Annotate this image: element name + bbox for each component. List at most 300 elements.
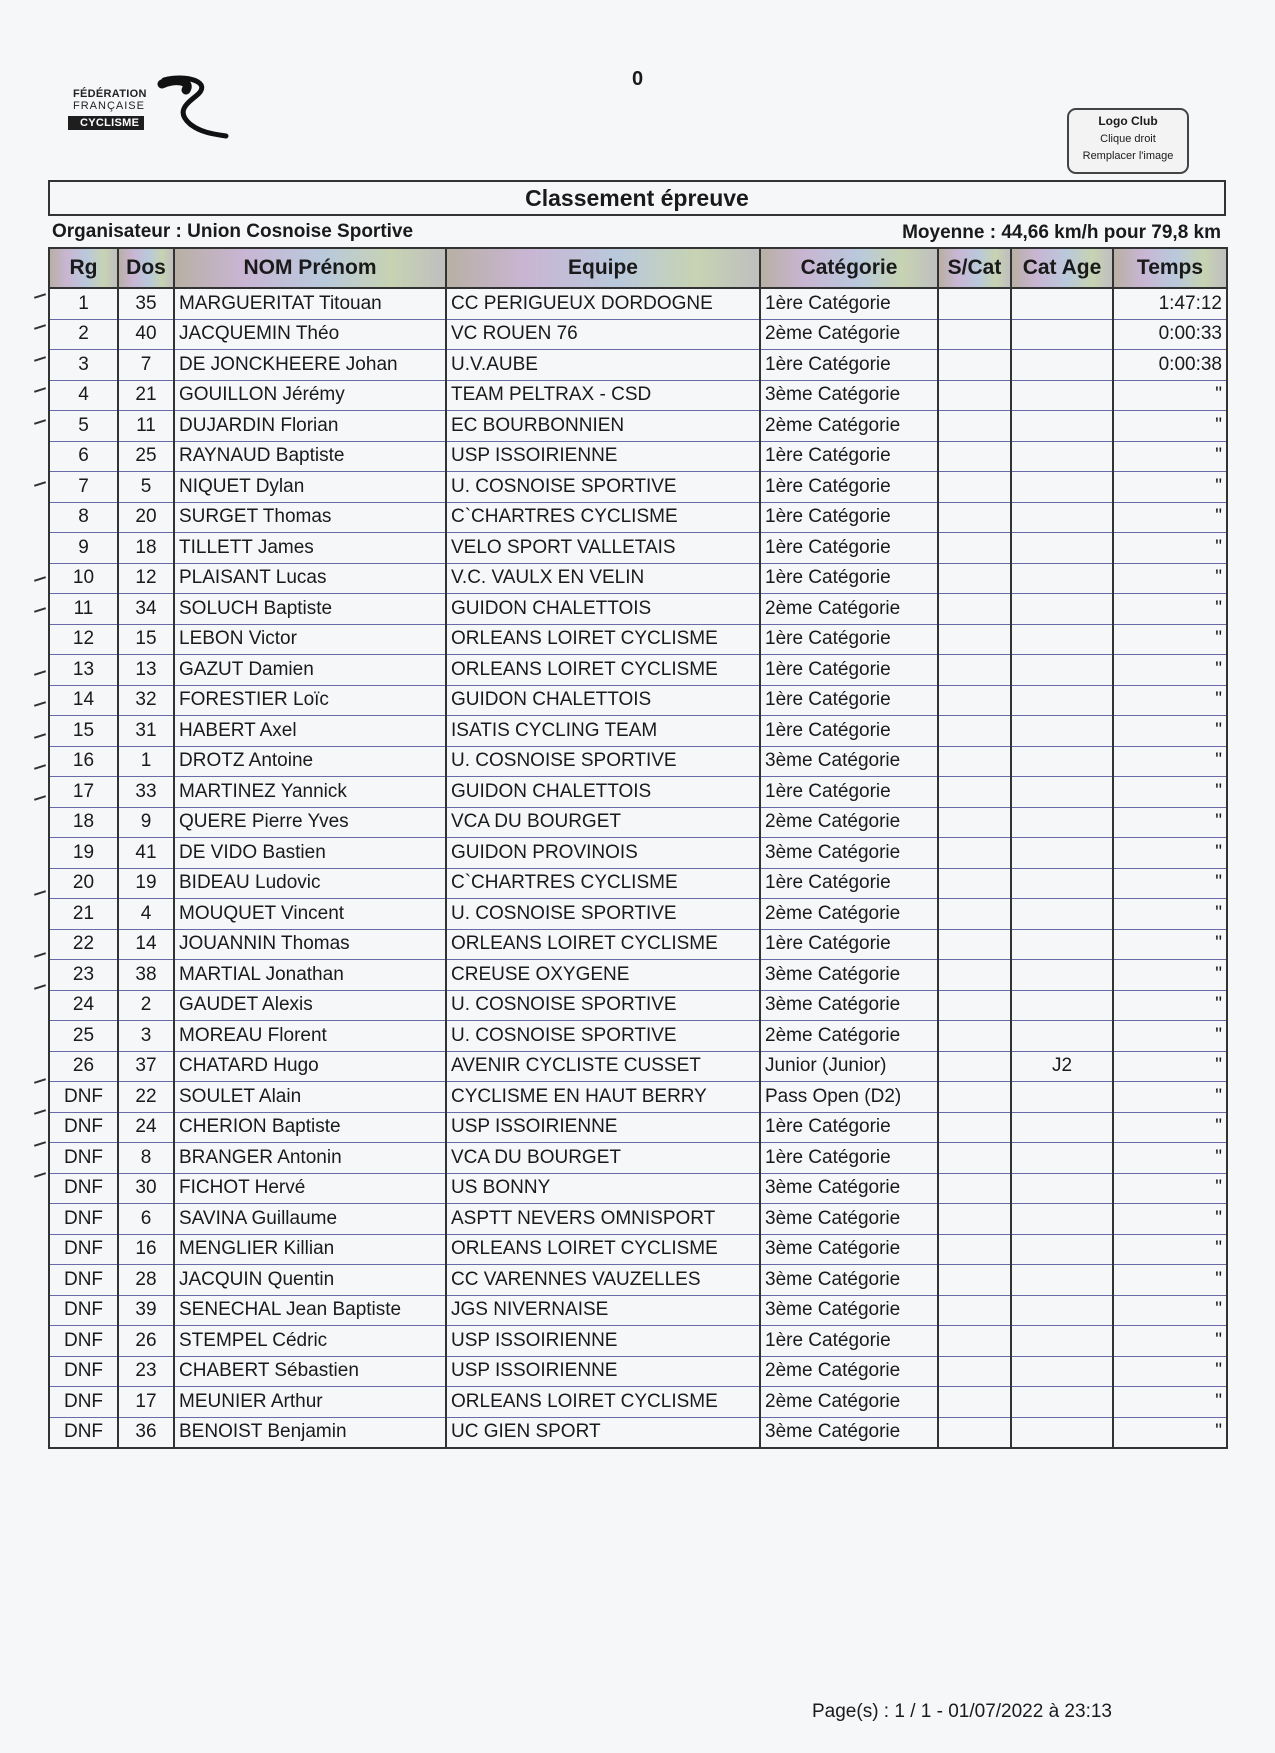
cell-time: " xyxy=(1113,960,1227,991)
cell-subcategory xyxy=(938,1173,1011,1204)
cell-rank: DNF xyxy=(49,1082,118,1113)
cell-bib: 15 xyxy=(118,624,174,655)
cell-category: 1ère Catégorie xyxy=(760,685,938,716)
cell-team: C`CHARTRES CYCLISME xyxy=(446,502,760,533)
cell-time: " xyxy=(1113,1234,1227,1265)
check-mark-icon xyxy=(34,670,46,676)
cell-bib: 5 xyxy=(118,472,174,503)
cell-name: BIDEAU Ludovic xyxy=(174,868,446,899)
cell-bib: 31 xyxy=(118,716,174,747)
cell-time: " xyxy=(1113,1082,1227,1113)
cell-bib: 37 xyxy=(118,1051,174,1082)
cell-bib: 38 xyxy=(118,960,174,991)
cell-category: 2ème Catégorie xyxy=(760,1021,938,1052)
cell-team: U. COSNOISE SPORTIVE xyxy=(446,1021,760,1052)
results-table xyxy=(48,247,1228,1449)
cell-category: 3ème Catégorie xyxy=(760,990,938,1021)
table-row xyxy=(49,868,1227,899)
table-row xyxy=(49,1051,1227,1082)
check-mark-icon xyxy=(34,356,46,362)
cell-subcategory xyxy=(938,685,1011,716)
cell-age-category xyxy=(1011,777,1113,808)
cell-name: SOULET Alain xyxy=(174,1082,446,1113)
cell-category: 1ère Catégorie xyxy=(760,716,938,747)
table-row xyxy=(49,685,1227,716)
table-row xyxy=(49,1173,1227,1204)
cell-team: CC VARENNES VAUZELLES xyxy=(446,1265,760,1296)
cell-category: 1ère Catégorie xyxy=(760,655,938,686)
cell-age-category xyxy=(1011,1173,1113,1204)
check-mark-icon xyxy=(34,419,46,425)
cell-name: JACQUEMIN Théo xyxy=(174,319,446,350)
cell-bib: 13 xyxy=(118,655,174,686)
cell-category: 1ère Catégorie xyxy=(760,1112,938,1143)
cell-team: VCA DU BOURGET xyxy=(446,807,760,838)
cell-age-category xyxy=(1011,655,1113,686)
cell-rank: 20 xyxy=(49,868,118,899)
cell-age-category xyxy=(1011,716,1113,747)
cell-team: ORLEANS LOIRET CYCLISME xyxy=(446,655,760,686)
check-mark-icon xyxy=(34,953,46,959)
cell-rank: 14 xyxy=(49,685,118,716)
cell-bib: 34 xyxy=(118,594,174,625)
average-speed: Moyenne : 44,66 km/h pour 79,8 km xyxy=(902,222,1221,243)
check-mark-icon xyxy=(34,607,46,613)
cell-time: 0:00:38 xyxy=(1113,350,1227,381)
cell-time: " xyxy=(1113,1021,1227,1052)
cell-time: " xyxy=(1113,1112,1227,1143)
cell-rank: 17 xyxy=(49,777,118,808)
table-row xyxy=(49,1295,1227,1326)
cell-bib: 21 xyxy=(118,380,174,411)
cell-bib: 30 xyxy=(118,1173,174,1204)
cell-age-category xyxy=(1011,1326,1113,1357)
cell-age-category xyxy=(1011,441,1113,472)
table-row xyxy=(49,1021,1227,1052)
cell-rank: 24 xyxy=(49,990,118,1021)
cell-category: 3ème Catégorie xyxy=(760,838,938,869)
cell-rank: DNF xyxy=(49,1417,118,1448)
cell-time: " xyxy=(1113,899,1227,930)
cell-team: USP ISSOIRIENNE xyxy=(446,441,760,472)
cell-category: 2ème Catégorie xyxy=(760,411,938,442)
cell-bib: 11 xyxy=(118,411,174,442)
cell-time: " xyxy=(1113,990,1227,1021)
cell-bib: 4 xyxy=(118,899,174,930)
table-row xyxy=(49,288,1227,319)
table-row xyxy=(49,1204,1227,1235)
cell-age-category: J2 xyxy=(1011,1051,1113,1082)
check-mark-icon xyxy=(34,796,46,802)
cell-time: " xyxy=(1113,1051,1227,1082)
cell-name: MENGLIER Killian xyxy=(174,1234,446,1265)
cell-rank: DNF xyxy=(49,1387,118,1418)
cell-bib: 19 xyxy=(118,868,174,899)
cell-name: CHABERT Sébastien xyxy=(174,1356,446,1387)
cell-rank: 11 xyxy=(49,594,118,625)
cell-rank: 16 xyxy=(49,746,118,777)
cell-team: ORLEANS LOIRET CYCLISME xyxy=(446,624,760,655)
cell-team: V.C. VAULX EN VELIN xyxy=(446,563,760,594)
cell-subcategory xyxy=(938,563,1011,594)
cell-time: " xyxy=(1113,1356,1227,1387)
logo-club-line-1: Clique droit xyxy=(1100,133,1156,145)
cell-rank: 3 xyxy=(49,350,118,381)
cell-category: Junior (Junior) xyxy=(760,1051,938,1082)
cell-name: LEBON Victor xyxy=(174,624,446,655)
cell-rank: 2 xyxy=(49,319,118,350)
cell-subcategory xyxy=(938,594,1011,625)
cell-time: " xyxy=(1113,594,1227,625)
cell-age-category xyxy=(1011,929,1113,960)
table-row xyxy=(49,1387,1227,1418)
cell-subcategory xyxy=(938,1265,1011,1296)
ffc-logo xyxy=(66,74,246,146)
cell-name: BENOIST Benjamin xyxy=(174,1417,446,1448)
cell-subcategory xyxy=(938,380,1011,411)
cell-bib: 25 xyxy=(118,441,174,472)
cell-name: NIQUET Dylan xyxy=(174,472,446,503)
cell-rank: 18 xyxy=(49,807,118,838)
cell-subcategory xyxy=(938,1112,1011,1143)
cell-age-category xyxy=(1011,1021,1113,1052)
cell-age-category xyxy=(1011,990,1113,1021)
cell-time: " xyxy=(1113,1173,1227,1204)
cell-subcategory xyxy=(938,288,1011,319)
cell-subcategory xyxy=(938,1082,1011,1113)
cell-team: U. COSNOISE SPORTIVE xyxy=(446,746,760,777)
cell-time: " xyxy=(1113,1417,1227,1448)
page-number: 0 xyxy=(631,68,644,90)
table-row xyxy=(49,472,1227,503)
cell-team: VC ROUEN 76 xyxy=(446,319,760,350)
cell-time: " xyxy=(1113,502,1227,533)
cell-bib: 17 xyxy=(118,1387,174,1418)
cell-rank: 26 xyxy=(49,1051,118,1082)
cell-subcategory xyxy=(938,1326,1011,1357)
cell-team: GUIDON CHALETTOIS xyxy=(446,777,760,808)
cell-age-category xyxy=(1011,288,1113,319)
table-row xyxy=(49,1265,1227,1296)
cell-age-category xyxy=(1011,1265,1113,1296)
cell-name: SOLUCH Baptiste xyxy=(174,594,446,625)
cell-category: 1ère Catégorie xyxy=(760,288,938,319)
cell-category: 1ère Catégorie xyxy=(760,350,938,381)
cell-name: PLAISANT Lucas xyxy=(174,563,446,594)
table-row xyxy=(49,746,1227,777)
table-row xyxy=(49,563,1227,594)
cell-team: TEAM PELTRAX - CSD xyxy=(446,380,760,411)
cell-subcategory xyxy=(938,990,1011,1021)
cell-time: " xyxy=(1113,1265,1227,1296)
cell-name: BRANGER Antonin xyxy=(174,1143,446,1174)
col-header-name: NOM Prénom xyxy=(174,248,446,288)
cell-rank: DNF xyxy=(49,1265,118,1296)
cell-name: RAYNAUD Baptiste xyxy=(174,441,446,472)
check-mark-icon xyxy=(34,482,46,488)
cell-name: DUJARDIN Florian xyxy=(174,411,446,442)
cell-name: QUERE Pierre Yves xyxy=(174,807,446,838)
table-row xyxy=(49,1082,1227,1113)
cell-subcategory xyxy=(938,655,1011,686)
cell-subcategory xyxy=(938,777,1011,808)
cell-category: 1ère Catégorie xyxy=(760,441,938,472)
cell-category: 3ème Catégorie xyxy=(760,1265,938,1296)
cell-subcategory xyxy=(938,868,1011,899)
cell-team: ISATIS CYCLING TEAM xyxy=(446,716,760,747)
cell-rank: 22 xyxy=(49,929,118,960)
cell-time: " xyxy=(1113,929,1227,960)
cell-bib: 3 xyxy=(118,1021,174,1052)
check-mark-icon xyxy=(34,1141,46,1147)
cell-subcategory xyxy=(938,1234,1011,1265)
cell-team: AVENIR CYCLISTE CUSSET xyxy=(446,1051,760,1082)
cell-bib: 36 xyxy=(118,1417,174,1448)
cell-subcategory xyxy=(938,502,1011,533)
cell-team: USP ISSOIRIENNE xyxy=(446,1356,760,1387)
cell-name: MARTIAL Jonathan xyxy=(174,960,446,991)
table-row xyxy=(49,655,1227,686)
cell-bib: 6 xyxy=(118,1204,174,1235)
cell-name: STEMPEL Cédric xyxy=(174,1326,446,1357)
cell-subcategory xyxy=(938,838,1011,869)
cell-category: 3ème Catégorie xyxy=(760,960,938,991)
cell-subcategory xyxy=(938,899,1011,930)
logo-line-1: FÉDÉRATION xyxy=(73,88,147,100)
cell-rank: DNF xyxy=(49,1204,118,1235)
cell-age-category xyxy=(1011,1234,1113,1265)
cell-time: " xyxy=(1113,411,1227,442)
cell-team: ORLEANS LOIRET CYCLISME xyxy=(446,1234,760,1265)
cell-rank: 19 xyxy=(49,838,118,869)
cell-name: HABERT Axel xyxy=(174,716,446,747)
cell-category: 1ère Catégorie xyxy=(760,563,938,594)
cell-age-category xyxy=(1011,411,1113,442)
logo-line-2: FRANÇAISE xyxy=(73,100,145,112)
cell-rank: 8 xyxy=(49,502,118,533)
cell-time: " xyxy=(1113,685,1227,716)
cell-category: 3ème Catégorie xyxy=(760,1295,938,1326)
cell-subcategory xyxy=(938,472,1011,503)
col-header-rank: Rg xyxy=(49,248,118,288)
cell-team: GUIDON CHALETTOIS xyxy=(446,594,760,625)
cell-time: " xyxy=(1113,533,1227,564)
cell-name: SAVINA Guillaume xyxy=(174,1204,446,1235)
cell-age-category xyxy=(1011,563,1113,594)
cell-rank: 9 xyxy=(49,533,118,564)
table-row xyxy=(49,1356,1227,1387)
cell-time: 0:00:33 xyxy=(1113,319,1227,350)
cell-rank: 5 xyxy=(49,411,118,442)
table-row xyxy=(49,807,1227,838)
check-mark-icon xyxy=(34,701,46,707)
cell-rank: 12 xyxy=(49,624,118,655)
col-header-time: Temps xyxy=(1113,248,1227,288)
cell-subcategory xyxy=(938,960,1011,991)
table-row xyxy=(49,1234,1227,1265)
table-row xyxy=(49,1143,1227,1174)
cell-age-category xyxy=(1011,807,1113,838)
cell-subcategory xyxy=(938,1143,1011,1174)
cell-team: U. COSNOISE SPORTIVE xyxy=(446,990,760,1021)
cell-subcategory xyxy=(938,441,1011,472)
cell-team: GUIDON PROVINOIS xyxy=(446,838,760,869)
cell-age-category xyxy=(1011,960,1113,991)
cell-category: Pass Open (D2) xyxy=(760,1082,938,1113)
cell-age-category xyxy=(1011,868,1113,899)
cell-subcategory xyxy=(938,1051,1011,1082)
check-mark-icon xyxy=(34,387,46,393)
cell-category: 2ème Catégorie xyxy=(760,1356,938,1387)
cell-team: ORLEANS LOIRET CYCLISME xyxy=(446,929,760,960)
cell-bib: 40 xyxy=(118,319,174,350)
results-body xyxy=(49,288,1227,1448)
cell-subcategory xyxy=(938,1295,1011,1326)
cell-rank: DNF xyxy=(49,1295,118,1326)
cell-bib: 9 xyxy=(118,807,174,838)
cell-rank: 25 xyxy=(49,1021,118,1052)
cell-subcategory xyxy=(938,716,1011,747)
cell-name: TILLETT James xyxy=(174,533,446,564)
cell-age-category xyxy=(1011,1387,1113,1418)
cell-bib: 7 xyxy=(118,350,174,381)
cell-subcategory xyxy=(938,319,1011,350)
cell-name: MARTINEZ Yannick xyxy=(174,777,446,808)
cell-category: 3ème Catégorie xyxy=(760,1173,938,1204)
cell-subcategory xyxy=(938,350,1011,381)
cell-bib: 39 xyxy=(118,1295,174,1326)
cell-category: 2ème Catégorie xyxy=(760,899,938,930)
cell-time: " xyxy=(1113,1295,1227,1326)
cell-time: " xyxy=(1113,624,1227,655)
cell-subcategory xyxy=(938,1356,1011,1387)
cell-rank: 10 xyxy=(49,563,118,594)
cell-bib: 35 xyxy=(118,288,174,319)
cell-team: ORLEANS LOIRET CYCLISME xyxy=(446,1387,760,1418)
cell-name: MARGUERITAT Titouan xyxy=(174,288,446,319)
cell-time: " xyxy=(1113,563,1227,594)
cell-rank: DNF xyxy=(49,1143,118,1174)
organizer: Organisateur : Union Cosnoise Sportive xyxy=(52,221,414,242)
logo-line-3: CYCLISME xyxy=(68,116,144,130)
cell-rank: 7 xyxy=(49,472,118,503)
check-mark-icon xyxy=(34,293,46,299)
cell-name: CHERION Baptiste xyxy=(174,1112,446,1143)
table-row xyxy=(49,960,1227,991)
table-row xyxy=(49,929,1227,960)
cell-subcategory xyxy=(938,1417,1011,1448)
cell-team: CYCLISME EN HAUT BERRY xyxy=(446,1082,760,1113)
table-row xyxy=(49,411,1227,442)
cell-category: 3ème Catégorie xyxy=(760,380,938,411)
col-header-age-category: Cat Age xyxy=(1011,248,1113,288)
cell-name: SENECHAL Jean Baptiste xyxy=(174,1295,446,1326)
cell-rank: DNF xyxy=(49,1326,118,1357)
cell-name: MOUQUET Vincent xyxy=(174,899,446,930)
cell-time: " xyxy=(1113,838,1227,869)
cell-name: DE JONCKHEERE Johan xyxy=(174,350,446,381)
cell-bib: 8 xyxy=(118,1143,174,1174)
col-header-team: Equipe xyxy=(446,248,760,288)
cell-time: " xyxy=(1113,716,1227,747)
cell-age-category xyxy=(1011,533,1113,564)
cell-name: GOUILLON Jérémy xyxy=(174,380,446,411)
page-title: Classement épreuve xyxy=(48,180,1226,216)
table-row xyxy=(49,319,1227,350)
cell-age-category xyxy=(1011,1417,1113,1448)
cell-team: UC GIEN SPORT xyxy=(446,1417,760,1448)
table-header-row xyxy=(49,248,1227,288)
cell-bib: 26 xyxy=(118,1326,174,1357)
col-header-category: Catégorie xyxy=(760,248,938,288)
check-mark-icon xyxy=(34,1172,46,1178)
table-row xyxy=(49,899,1227,930)
cell-category: 3ème Catégorie xyxy=(760,746,938,777)
handwritten-tick-marks xyxy=(30,283,60,1483)
cell-age-category xyxy=(1011,502,1113,533)
check-mark-icon xyxy=(34,984,46,990)
cell-age-category xyxy=(1011,899,1113,930)
cell-bib: 33 xyxy=(118,777,174,808)
cell-age-category xyxy=(1011,1143,1113,1174)
table-row xyxy=(49,594,1227,625)
cell-category: 1ère Catégorie xyxy=(760,868,938,899)
check-mark-icon xyxy=(34,325,46,331)
cell-time: " xyxy=(1113,441,1227,472)
cell-age-category xyxy=(1011,1112,1113,1143)
cell-name: GAUDET Alexis xyxy=(174,990,446,1021)
cell-age-category xyxy=(1011,472,1113,503)
cell-time: " xyxy=(1113,746,1227,777)
cell-category: 2ème Catégorie xyxy=(760,807,938,838)
cell-bib: 22 xyxy=(118,1082,174,1113)
cell-team: CC PERIGUEUX DORDOGNE xyxy=(446,288,760,319)
cell-subcategory xyxy=(938,1021,1011,1052)
cell-name: MOREAU Florent xyxy=(174,1021,446,1052)
cell-rank: 4 xyxy=(49,380,118,411)
cell-name: CHATARD Hugo xyxy=(174,1051,446,1082)
cell-age-category xyxy=(1011,1356,1113,1387)
table-row xyxy=(49,441,1227,472)
table-row xyxy=(49,990,1227,1021)
cell-rank: DNF xyxy=(49,1173,118,1204)
cell-subcategory xyxy=(938,411,1011,442)
cell-rank: 21 xyxy=(49,899,118,930)
cell-rank: DNF xyxy=(49,1234,118,1265)
cell-time: " xyxy=(1113,1326,1227,1357)
cell-category: 1ère Catégorie xyxy=(760,777,938,808)
cell-team: C`CHARTRES CYCLISME xyxy=(446,868,760,899)
cell-team: GUIDON CHALETTOIS xyxy=(446,685,760,716)
cell-subcategory xyxy=(938,624,1011,655)
table-row xyxy=(49,716,1227,747)
cell-rank: 15 xyxy=(49,716,118,747)
check-mark-icon xyxy=(34,890,46,896)
table-row xyxy=(49,533,1227,564)
cell-category: 1ère Catégorie xyxy=(760,929,938,960)
cell-time: " xyxy=(1113,472,1227,503)
check-mark-icon xyxy=(34,576,46,582)
cell-category: 1ère Catégorie xyxy=(760,502,938,533)
cell-bib: 1 xyxy=(118,746,174,777)
cell-age-category xyxy=(1011,838,1113,869)
cell-time: " xyxy=(1113,655,1227,686)
cell-age-category xyxy=(1011,746,1113,777)
cell-time: " xyxy=(1113,777,1227,808)
cell-bib: 41 xyxy=(118,838,174,869)
page-footer: Page(s) : 1 / 1 - 01/07/2022 à 23:13 xyxy=(812,1701,1112,1722)
cell-age-category xyxy=(1011,1295,1113,1326)
